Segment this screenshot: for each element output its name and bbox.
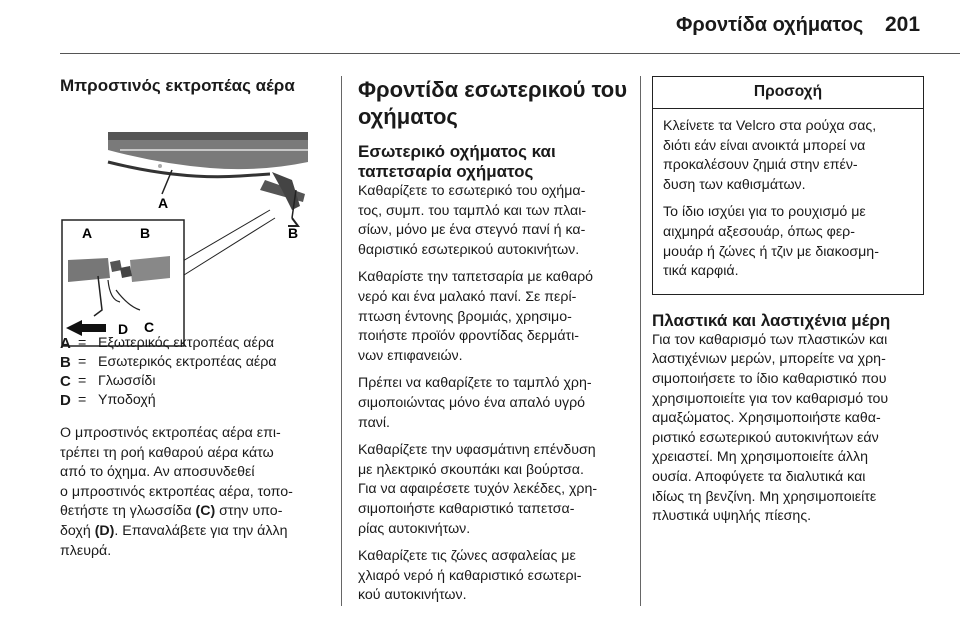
legend-text: Εξωτερικός εκτροπέας αέρα [98, 335, 275, 351]
header-rule [60, 53, 960, 54]
deflector-illustration [60, 110, 310, 337]
column-divider-left [341, 76, 342, 606]
caution-box [652, 76, 924, 295]
legend-row-a [60, 334, 322, 353]
paragraph-fabric-vacuum: Καθαρίζετε την υφασμάτινη επένδυση με ηλεκτρικό σκουπάκι και βούρτσα. Για να αφαιρέσετε τυχόν λεκέδες, χρη- σιμοποιήστε καθαριστικό ταπετσα- ρίας αυτοκινήτων. [358, 442, 598, 537]
legend-row-b [60, 353, 322, 372]
figure-label-a-top: A [158, 195, 169, 211]
caution-sharp-accessories: Το ίδιο ισχύει για το ρουχισμό με αιχμηρά αξεσουάρ, όπως φερ- μουάρ ή ζώνες ή τζιν με διακοσμη- τικά καρφιά. [663, 204, 879, 280]
page-number: 201 [885, 13, 921, 36]
legend-key: D [60, 392, 71, 409]
figure-legend [60, 334, 322, 410]
paragraph-dashboard-cleaning: Καθαρίζετε το εσωτερικό του οχήμα- τος, συμπ. του ταμπλό και των πλαι- σίων, μόνο με ένα στεγνό πανί ή κα- θαριστικό εσωτερικού αυτοκινήτων. [358, 183, 587, 258]
caution-velcro: Κλείνετε τα Velcro στα ρούχα σας, διότι εάν είναι ανοικτά μπορεί να προκαλέσουν ζημιά στην επέν- δυση των καθισμάτων. [663, 118, 877, 193]
legend-text: Υποδοχή [98, 392, 156, 408]
caution-body [653, 109, 923, 294]
figure-label-a: A [82, 225, 93, 241]
running-header-title: Φροντίδα οχήματος [676, 14, 864, 36]
section-heading-plastics: Πλαστικά και λαστιχένια μέρη [652, 310, 891, 330]
bumper-detail [108, 132, 308, 210]
paragraph-seatbelts: Καθαρίζετε τις ζώνες ασφαλείας με χλιαρό νερό ή καθαριστικό εσωτερι- κού αυτοκινήτων. [358, 548, 582, 604]
subheading-interior-upholstery: Εσωτερικό οχήματος και ταπετσαρία οχήματος [358, 142, 556, 181]
figure-label-b: B [140, 225, 151, 241]
legend-text: Γλωσσίδι [98, 373, 156, 389]
legend-text: Εσωτερικός εκτροπέας αέρα [98, 354, 277, 370]
column-interior-care [358, 76, 630, 614]
legend-row-c [60, 372, 322, 391]
paragraph-upholstery-cleaning: Καθαρίστε την ταπετσαρία με καθαρό νερό και ένα μαλακό πανί. Σε περί- πτωση έντονης βρομιάς, χρησιμο- ποιήστε προϊόν φροντίδας δερμάτι- νων επιφανειών. [358, 269, 594, 364]
legend-key: B [60, 354, 71, 371]
figure-label-b-top: B [288, 225, 299, 241]
section-heading-interior-care: Φροντίδα εσωτερικού του οχήματος [358, 77, 628, 129]
column-divider-right [640, 76, 641, 606]
column-front-deflector [60, 76, 322, 569]
figure-label-d: D [118, 321, 129, 337]
column-caution-plastics [652, 76, 924, 535]
paragraph-plastics-cleaning: Για τον καθαρισμό των πλαστικών και λαστιχένιων μερών, μπορείτε να χρη- σιμοποιήσετε το ίδιο καθαριστικό που χρησιμοποιείτε για τον καθαρισμό του αμαξώματος. Χρησιμοποιήστε καθα- ριστικό εσωτερικού αυτοκινήτων εάν χρειαστεί. Μη χρησιμοποιείτε άλλη ουσία. Αποφύγετε τα διαλυτικά και ιδίως τη βενζίνη. Μη χρησιμοποιείτε πλυστικά υψηλής πίεσης. [652, 331, 889, 525]
section-heading-front-deflector: Μπροστινός εκτροπέας αέρα [60, 76, 295, 95]
caution-title: Προσοχή [653, 77, 923, 109]
legend-key: A [60, 335, 71, 352]
paragraph-dashboard-cloth: Πρέπει να καθαρίζετε το ταμπλό χρη- σιμοποιώντας μόνο ένα απαλό υγρό πανί. [358, 375, 592, 431]
legend-equals: = [78, 392, 87, 408]
legend-equals: = [78, 354, 87, 370]
deflector-paragraph: Ο μπροστινός εκτροπέας αέρα επι- τρέπει τη ροή καθαρού αέρα κάτω από το όχημα. Αν αποσυνδεθεί ο μπροστινός εκτροπέας αέρα, τοπο- θετήστε τη γλωσσίδα (C) στην υπο- δοχή (D). Επαναλάβετε για την άλλη πλευρά. [60, 425, 293, 559]
figure-label-c: C [144, 319, 155, 335]
legend-key: C [60, 373, 71, 390]
legend-equals: = [78, 373, 87, 389]
legend-equals: = [78, 335, 87, 351]
legend-row-d [60, 391, 322, 410]
